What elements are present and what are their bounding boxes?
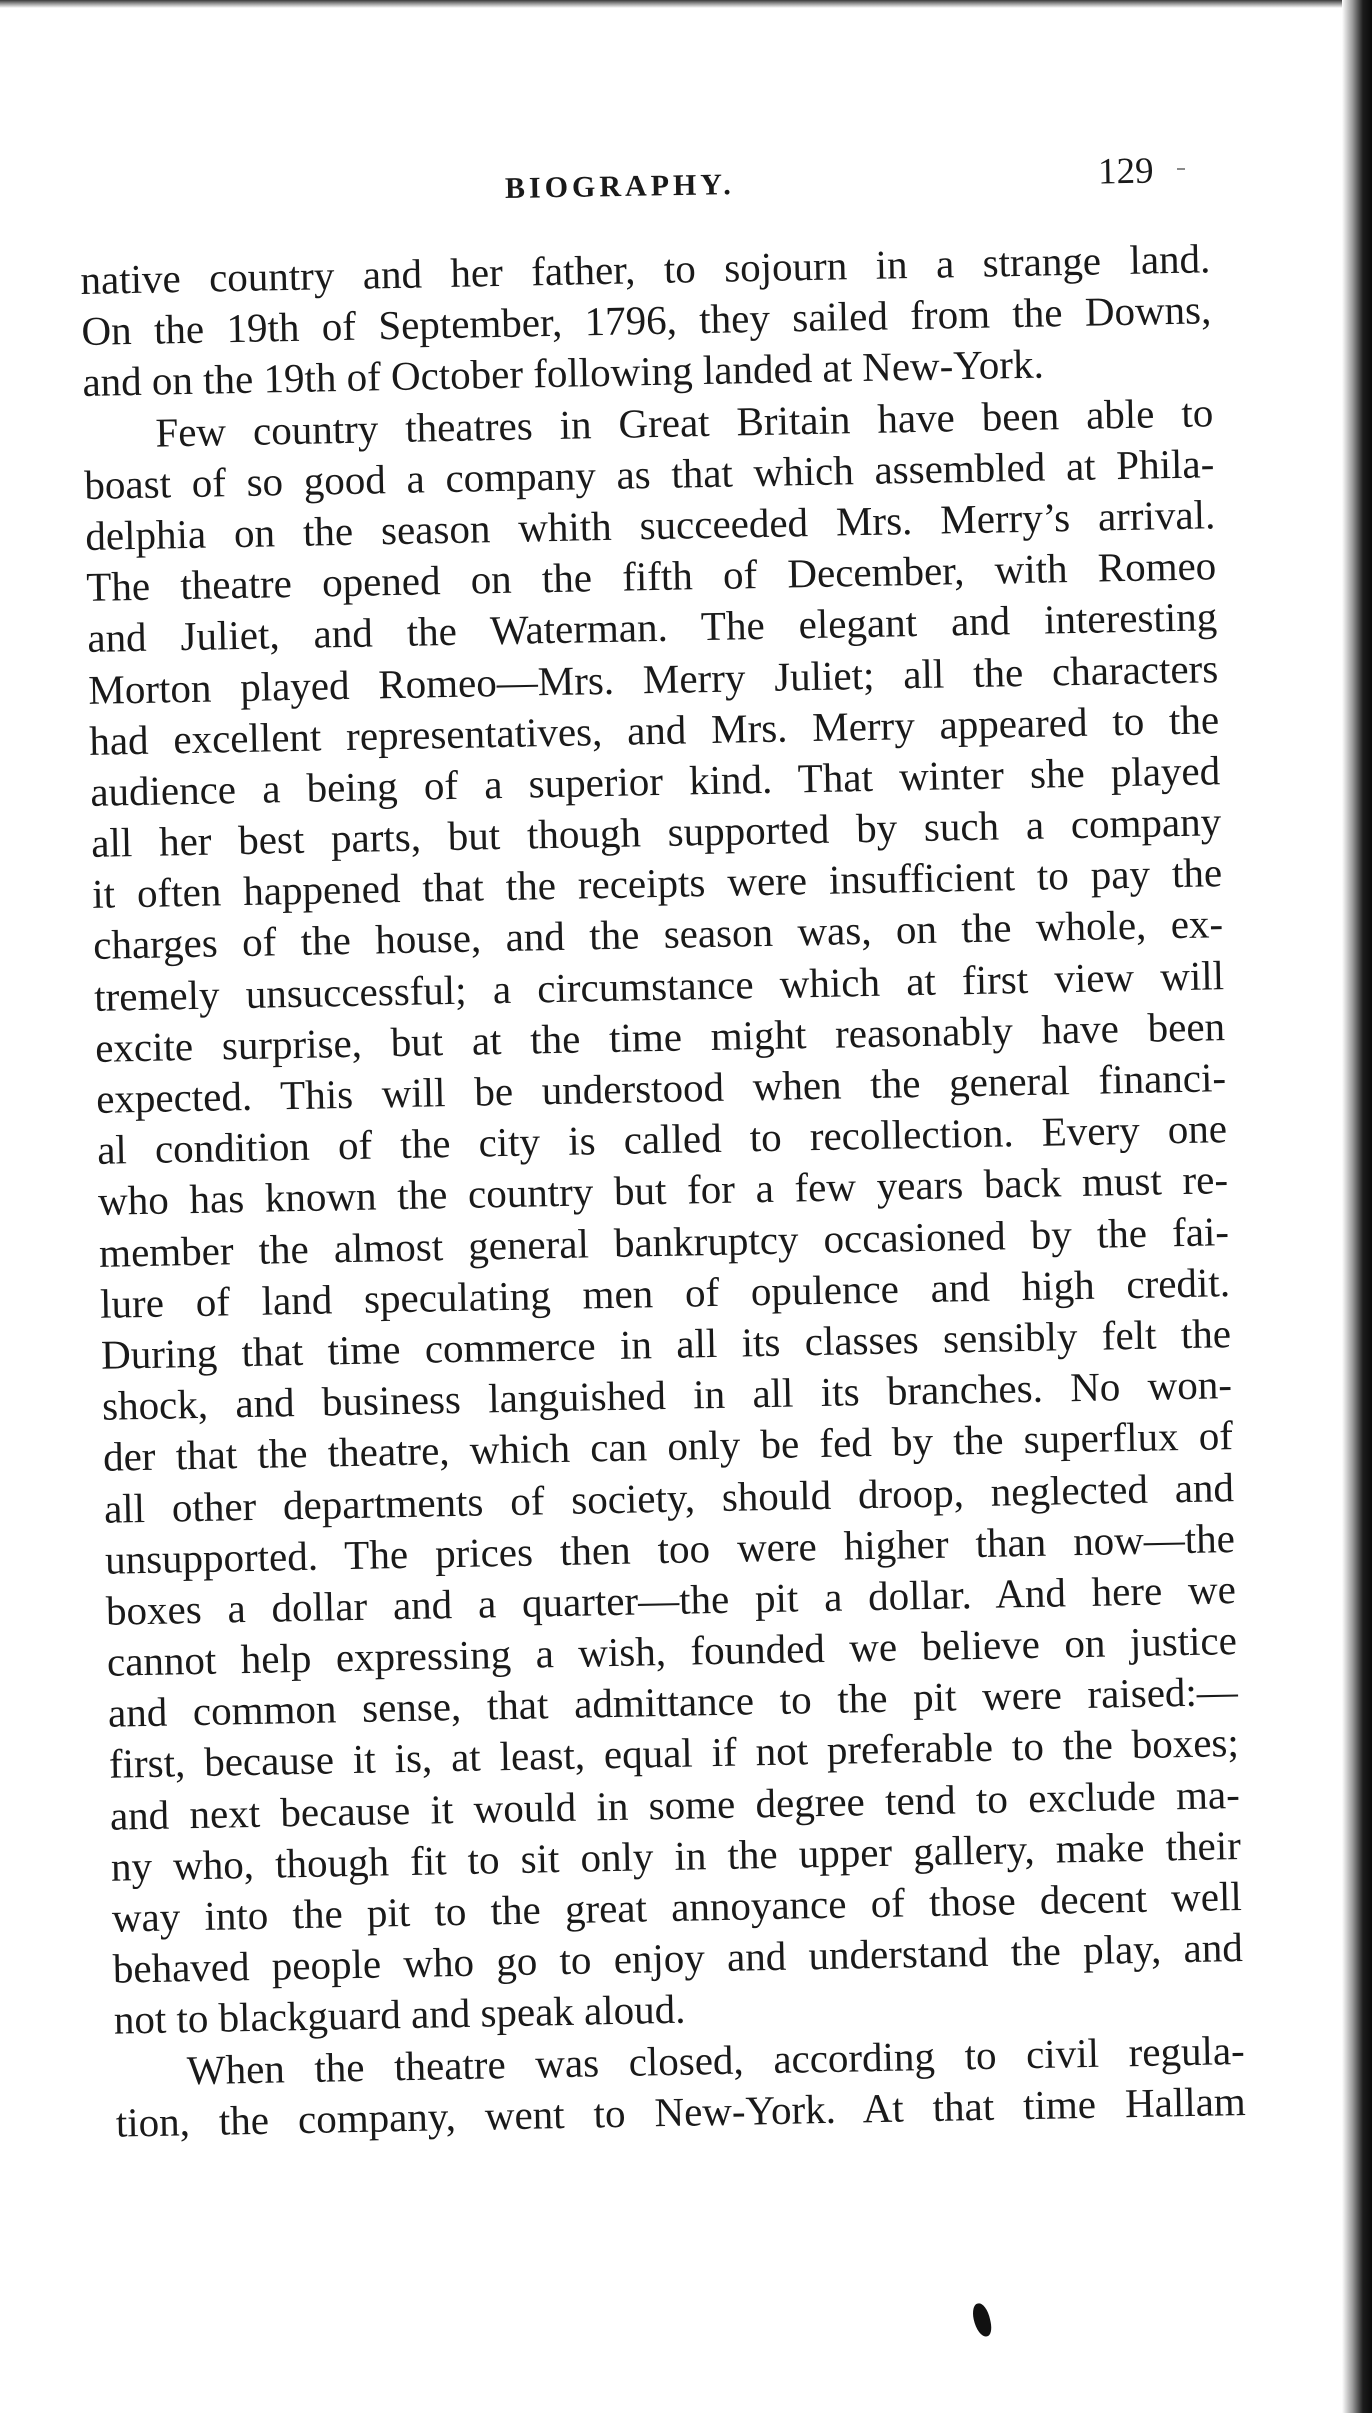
margin-mark [1177,168,1185,170]
text-line: audience a being of a superior kind. That winter she played [89,747,1221,815]
text-line: During that time commerce in all its classes sensibly felt the [100,1310,1232,1378]
text-line: der that the theatre, which can only be fed by the superflux of [102,1412,1234,1481]
text-line: all other departments of society, should droop, neglected and [103,1463,1235,1532]
text-line: charges of the house, and the season was, on the whole, ex- [92,900,1224,969]
text-line: lure of land speculating men of opulence and high credit. [99,1258,1231,1327]
text-line: and next because it would in some degree tend to exclude ma- [109,1770,1241,1839]
text-line: unsupported. The prices then too were higher than now—the [104,1514,1236,1583]
text-line: first, because it is, at least, equal if not preferable to the boxes; [108,1719,1240,1788]
text-line: and Juliet, and the Waterman. The elegant and interesting [86,593,1218,662]
text-line: way into the pit to the great annoyance of those decent well [111,1873,1243,1941]
running-title: BIOGRAPHY. [504,167,736,206]
text-line: who has known the country but for a few years back must re- [97,1156,1229,1225]
text-line: excite surprise, but at the time might reasonably have been [94,1002,1226,1071]
text-line: shock, and business languished in all its branches. No won- [101,1361,1233,1429]
text-line: behaved people who go to enjoy and understand the play, and [112,1924,1244,1992]
text-line: member the almost general bankruptcy occasioned by the fai- [98,1207,1230,1276]
text-line: it often happened that the receipts were insufficient to pay the [91,849,1223,918]
text-line: expected. This will be understood when the general financi- [95,1054,1227,1122]
text-line: ny who, though fit to sit only in the upper gallery, make their [110,1821,1242,1890]
text-line: not to blackguard and speak aloud. [113,1986,686,2044]
text-line: al condition of the city is called to recollection. Every one [96,1105,1228,1174]
text-line: native country and her father, to sojourn in a strange land. [80,235,1211,303]
paragraph-start-line: When the theatre was closed, according to civil regula- [186,2026,1246,2093]
text-line: delphia on the season whith succeeded Mrs. Merry’s arrival. [84,491,1216,559]
text-line: tion, the company, went to New-York. At that time Hallam [115,2077,1247,2146]
text-line: and common sense, that admittance to the pit were raised:— [107,1668,1239,1736]
text-line: The theatre opened on the fifth of December, with Romeo [85,542,1217,611]
text-line: On the 19th of September, 1796, they sailed from the Downs, [81,286,1212,355]
text-line: Morton played Romeo—Mrs. Merry Juliet; all the characters [87,644,1219,713]
page-binding-edge [1342,0,1372,2413]
text-line: and on the 19th of October following landed at New-York. [82,340,1045,406]
page-number: 129 [1097,150,1154,193]
text-line: boxes a dollar and a quarter—the pit a dollar. And here we [105,1565,1237,1634]
paragraph-start-line: Few country theatres in Great Britain have been able to [154,388,1214,456]
page-top-edge [0,0,1372,8]
text-line: tremely unsuccessful; a circumstance which at first view will [93,951,1225,1020]
text-line: all her best parts, but though supported by such a company [90,798,1222,866]
text-line: had excellent representatives, and Mrs. Merry appeared to the [88,695,1220,764]
text-line: cannot help expressing a wish, founded we believe on justice [106,1617,1238,1685]
text-line: boast of so good a company as that which assembled at Phila- [83,440,1215,508]
ink-blot [971,2302,994,2339]
body-text [80,233,1246,2148]
